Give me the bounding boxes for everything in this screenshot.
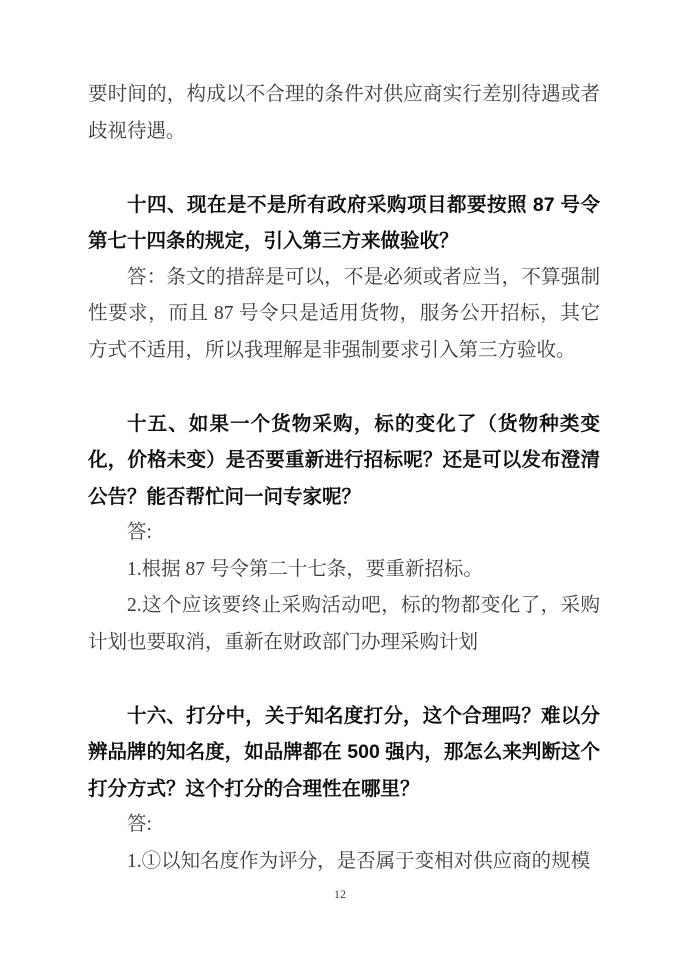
- question-15-heading: 十五、如果一个货物采购，标的变化了（货物种类变化，价格未变）是否要重新进行招标呢？还是可以发布澄清公告？能否帮忙问一问专家呢？: [88, 412, 600, 508]
- question-16-heading: 十六、打分中，关于知名度打分，这个合理吗？难以分辨品牌的知名度，如品牌都在 500 强内，那怎么来判断这个打分方式？这个打分的合理性在哪里？: [88, 704, 600, 800]
- qa-section-15: [88, 406, 600, 662]
- question-14-heading: 十四、现在是不是所有政府采购项目都要按照 87 号令第七十四条的规定，引入第三方来做验收？: [88, 193, 600, 252]
- qa-section-16: [88, 698, 600, 881]
- page-number: 12: [334, 887, 346, 901]
- answer-15-item-1: 1.根据 87 号令第二十七条，要重新招标。: [127, 558, 483, 580]
- answer-16-label: 答:: [127, 814, 152, 835]
- qa-section-14: [88, 187, 600, 370]
- answer-15-item-2: 2.这个应该要终止采购活动吧，标的物都变化了，采购计划也要取消，重新在财政部门办理采购计划: [88, 595, 600, 653]
- page-content: [88, 77, 600, 880]
- continued-paragraph: 要时间的，构成以不合理的条件对供应商实行差别待遇或者歧视待遇。: [88, 84, 600, 142]
- answer-15-label: 答:: [127, 522, 152, 543]
- answer-16-item-1: 1.①以知名度作为评分，是否属于变相对供应商的规模: [127, 850, 591, 872]
- answer-14-paragraph: 答：条文的措辞是可以，不是必须或者应当，不算强制性要求，而且 87 号令只是适用货物，服务公开招标，其它方式不适用，所以我理解是非强制要求引入第三方验收。: [88, 266, 600, 361]
